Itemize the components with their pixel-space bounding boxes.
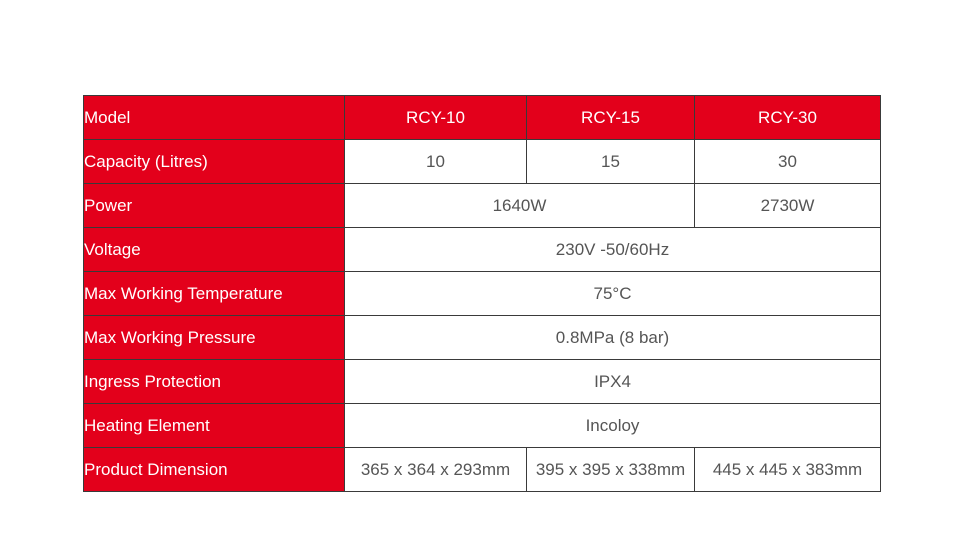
table-row-capacity xyxy=(84,140,881,184)
table-row-product-dimension xyxy=(84,448,881,492)
row-label-heating-element: Heating Element xyxy=(84,404,345,448)
table-row-max-pressure xyxy=(84,316,881,360)
cell-power-rcy-30: 2730W xyxy=(695,184,881,228)
cell-capacity-rcy-15: 15 xyxy=(527,140,695,184)
row-label-product-dimension: Product Dimension xyxy=(84,448,345,492)
header-model-rcy-30: RCY-30 xyxy=(695,96,881,140)
cell-dimension-rcy-15: 395 x 395 x 338mm xyxy=(527,448,695,492)
cell-max-temperature: 75°C xyxy=(345,272,881,316)
spec-table xyxy=(83,95,881,492)
cell-dimension-rcy-30: 445 x 445 x 383mm xyxy=(695,448,881,492)
row-label-max-pressure: Max Working Pressure xyxy=(84,316,345,360)
cell-voltage: 230V -50/60Hz xyxy=(345,228,881,272)
row-label-voltage: Voltage xyxy=(84,228,345,272)
header-model-rcy-15: RCY-15 xyxy=(527,96,695,140)
table-row-voltage xyxy=(84,228,881,272)
header-label-model: Model xyxy=(84,96,345,140)
row-label-capacity: Capacity (Litres) xyxy=(84,140,345,184)
table-row-max-temperature xyxy=(84,272,881,316)
cell-power-rcy-10-15: 1640W xyxy=(345,184,695,228)
cell-heating-element: Incoloy xyxy=(345,404,881,448)
table-row-power xyxy=(84,184,881,228)
cell-capacity-rcy-10: 10 xyxy=(345,140,527,184)
row-label-ingress-protection: Ingress Protection xyxy=(84,360,345,404)
row-label-max-temperature: Max Working Temperature xyxy=(84,272,345,316)
row-label-power: Power xyxy=(84,184,345,228)
table-row-heating-element xyxy=(84,404,881,448)
cell-max-pressure: 0.8MPa (8 bar) xyxy=(345,316,881,360)
cell-ingress-protection: IPX4 xyxy=(345,360,881,404)
table-header-row xyxy=(84,96,881,140)
cell-capacity-rcy-30: 30 xyxy=(695,140,881,184)
table-row-ingress-protection xyxy=(84,360,881,404)
cell-dimension-rcy-10: 365 x 364 x 293mm xyxy=(345,448,527,492)
header-model-rcy-10: RCY-10 xyxy=(345,96,527,140)
